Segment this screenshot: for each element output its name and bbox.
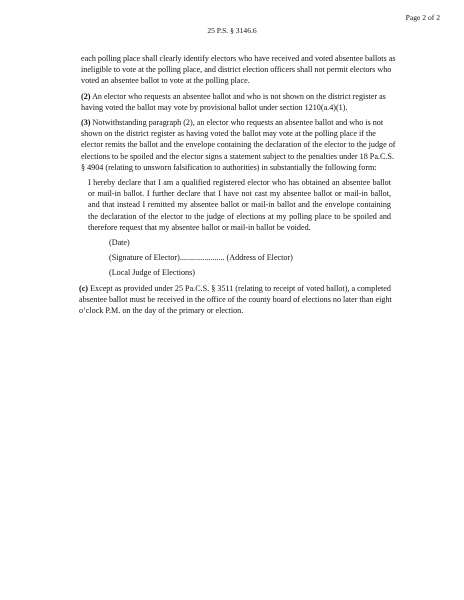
form-judge-line: (Local Judge of Elections): [109, 268, 195, 278]
intro-paragraph: each polling place shall clearly identify electors who have received and voted absentee ballots as ineligible to vote at the polling place, and district election officers shall not permit electors who voted an absentee ballot to vote at the polling place.: [81, 54, 396, 86]
paragraph-2-label: (2): [81, 91, 91, 101]
form-date-line: (Date): [109, 238, 130, 248]
declaration-form-text: I hereby declare that I am a qualified registered elector who has obtained an absentee ballot or mail-in ballot. I further declare that I have not cast my absentee ballot or mail-in ballot, and that instead I remitted my absentee ballot or mail-in ballot and the envelope containing the declaration of the elector to the judge of elections at my polling place to be spoiled and therefore request that my absentee ballot or mail-in ballot be voided.: [88, 178, 391, 232]
subsection-c-label: (c): [79, 283, 89, 293]
paragraph-2-text: An elector who requests an absentee ballot and who is not shown on the district register as having voted the ballot may vote by provisional ballot under section 1210(a.4)(1).: [81, 91, 386, 112]
paragraph-3: [81, 117, 398, 173]
paragraph-3-label: (3): [81, 118, 91, 128]
subsection-c-text: Except as provided under 25 Pa.C.S. § 3511 (relating to receipt of voted ballot), a completed absentee ballot must be received in the office of the county board of elections no later than eight o’clock P.M. on the day of the primary or election.: [79, 283, 392, 316]
paragraph-3-text: Notwithstanding paragraph (2), an elector who requests an absentee ballot and who is not shown on the district register as having voted the ballot may vote at the polling place if the elector remits the ballot and the envelope containing the declaration of the elector to the judge of elections to be spoiled and the elector signs a statement subject to the penalties under 18 Pa.C.S. § 4904 (relating to unsworn falsification to authorities) in substantially the following form:: [81, 118, 396, 172]
paragraph-2: [81, 91, 398, 113]
document-body: [81, 53, 398, 316]
subsection-c: [79, 283, 398, 317]
page-number: Page 2 of 2: [405, 13, 440, 22]
statute-citation: 25 P.S. § 3146.6: [207, 26, 257, 35]
form-signature-line: (Signature of Elector)...................... (Address of Elector): [109, 253, 293, 263]
